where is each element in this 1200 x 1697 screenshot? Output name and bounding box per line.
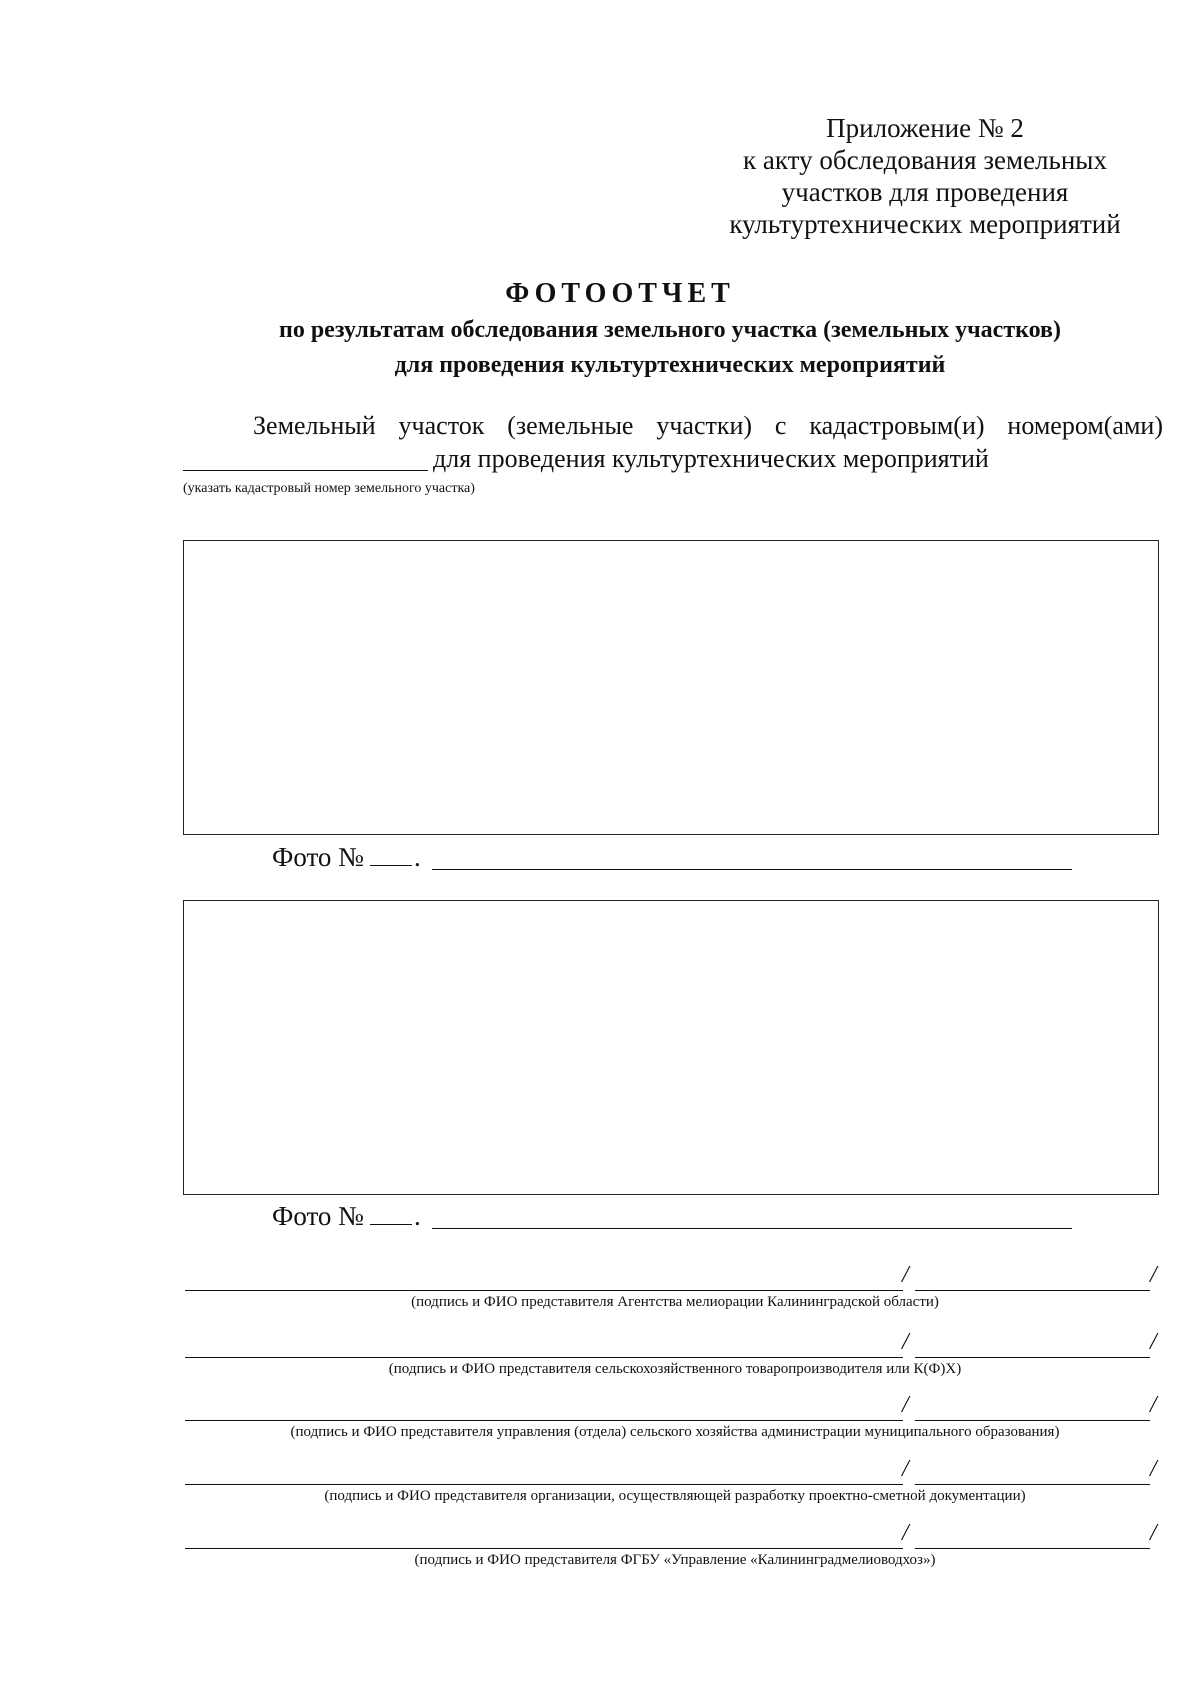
slash-separator: / bbox=[1150, 1329, 1157, 1355]
name-line[interactable] bbox=[915, 1357, 1150, 1358]
slash-separator: / bbox=[902, 1456, 909, 1482]
appendix-line-3: участков для проведения bbox=[781, 177, 1069, 207]
subtitle-line-2: для проведения культуртехнических мероприятий bbox=[394, 352, 946, 378]
document-title: ФОТООТЧЕТ bbox=[505, 278, 735, 309]
photo-frame-2 bbox=[183, 900, 1159, 1195]
photo-description-blank-1[interactable] bbox=[432, 869, 1072, 870]
photo-caption-label: Фото № bbox=[272, 842, 364, 872]
signature-hint: (подпись и ФИО представителя сельскохозяйственного товаропроизводителя или К(Ф)Х) bbox=[388, 1361, 962, 1377]
slash-separator: / bbox=[1150, 1392, 1157, 1418]
signature-line[interactable] bbox=[185, 1548, 903, 1549]
signature-line[interactable] bbox=[185, 1290, 903, 1291]
slash-separator: / bbox=[902, 1520, 909, 1546]
land-plot-statement: Земельный участок (земельные участки) с кадастровым(и) номером(ами) bbox=[253, 411, 1163, 440]
appendix-line-4: культуртехнических мероприятий bbox=[729, 209, 1121, 239]
photo-frame-1 bbox=[183, 540, 1159, 835]
slash-separator: / bbox=[1150, 1262, 1157, 1288]
appendix-number: Приложение № 2 bbox=[826, 113, 1024, 143]
appendix-line-2: к акту обследования земельных bbox=[743, 145, 1107, 175]
signature-line[interactable] bbox=[185, 1357, 903, 1358]
signature-hint: (подпись и ФИО представителя ФГБУ «Управление «Калининградмелиоводхоз») bbox=[414, 1552, 936, 1568]
cadastral-number-blank[interactable] bbox=[183, 470, 428, 471]
photo-caption-2: Фото № . bbox=[272, 1201, 421, 1231]
signature-line[interactable] bbox=[185, 1420, 903, 1421]
photo-caption-label: Фото № bbox=[272, 1201, 364, 1231]
document-subtitle bbox=[150, 313, 1190, 383]
slash-separator: / bbox=[902, 1392, 909, 1418]
appendix-header bbox=[700, 112, 1150, 240]
signature-hint: (подпись и ФИО представителя управления (отдела) сельского хозяйства администрации муниципального образования) bbox=[290, 1424, 1060, 1440]
photo-caption-1: Фото № . bbox=[272, 842, 421, 872]
land-plot-purpose: для проведения культуртехнических мероприятий bbox=[433, 444, 989, 473]
photo-number-blank[interactable] bbox=[370, 843, 412, 866]
name-line[interactable] bbox=[915, 1290, 1150, 1291]
slash-separator: / bbox=[1150, 1520, 1157, 1546]
photo-description-blank-2[interactable] bbox=[432, 1228, 1072, 1229]
photo-number-blank[interactable] bbox=[370, 1202, 412, 1225]
signature-hint: (подпись и ФИО представителя Агентства мелиорации Калининградской области) bbox=[411, 1294, 939, 1310]
signature-line[interactable] bbox=[185, 1484, 903, 1485]
signature-hint: (подпись и ФИО представителя организации, осуществляющей разработку проектно-сметной документации) bbox=[324, 1488, 1026, 1504]
name-line[interactable] bbox=[915, 1484, 1150, 1485]
name-line[interactable] bbox=[915, 1548, 1150, 1549]
cadastral-number-hint: (указать кадастровый номер земельного участка) bbox=[183, 481, 475, 496]
slash-separator: / bbox=[902, 1329, 909, 1355]
subtitle-line-1: по результатам обследования земельного участка (земельных участков) bbox=[279, 317, 1061, 343]
name-line[interactable] bbox=[915, 1420, 1150, 1421]
slash-separator: / bbox=[902, 1262, 909, 1288]
slash-separator: / bbox=[1150, 1456, 1157, 1482]
